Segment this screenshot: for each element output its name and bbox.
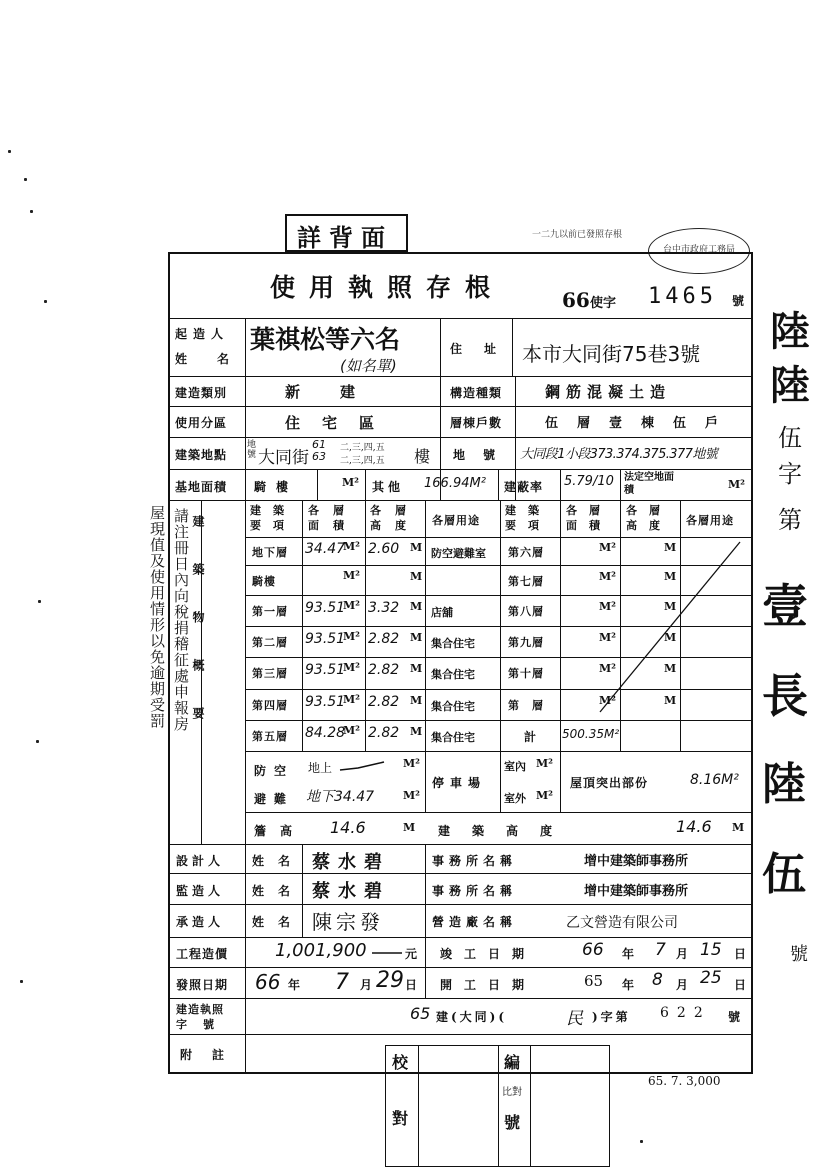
floor-name: 第一層 [252, 605, 288, 618]
structure-label: 構造種類 [450, 386, 503, 400]
lot-label: 地號 [453, 448, 514, 462]
owner-name: 葉祺松等六名 [250, 325, 401, 354]
arcade-unit: M² [342, 476, 359, 489]
designer-label: 設計人 [176, 854, 225, 868]
cost-dash [370, 950, 404, 956]
address-label: 住址 [450, 342, 519, 356]
floor-height: 2.82 [368, 694, 400, 710]
side-label-box [285, 214, 408, 252]
round-stamp: 台中市政府工務局 [648, 228, 750, 274]
other-value: 166.94M² [424, 476, 486, 491]
coverage-value: 5.79/10 [564, 474, 614, 489]
margin-char-6: 壹 [762, 579, 808, 633]
permit-label-2: 字號 [176, 1018, 230, 1031]
note-label: 附註 [180, 1048, 245, 1062]
issue-day-unit: 日 [405, 978, 419, 992]
complete-month: 7 [655, 940, 666, 960]
scan-speck [640, 1140, 643, 1143]
floor-area-unit: M² [343, 599, 360, 612]
floor-name-right: 第 層 [508, 699, 544, 712]
roof-value: 8.16M² [690, 772, 739, 788]
shelter-below: 地下34.47 [306, 789, 375, 805]
diagonal-strike [560, 537, 753, 751]
build-type: 新建 [285, 383, 396, 401]
parking-label: 停車場 [432, 776, 487, 790]
issue-month: 7 [335, 970, 349, 995]
margin-char-9: 伍 [762, 849, 806, 900]
start-month-unit: 月 [676, 978, 690, 992]
cost-value: 1,001,900 [275, 940, 367, 961]
floor-name: 騎樓 [252, 575, 276, 588]
designer-name: 蔡水碧 [312, 852, 390, 873]
roof-label: 屋頂突出部份 [570, 776, 649, 790]
issue-label: 發照日期 [176, 978, 229, 992]
margin-char-1: 陸 [770, 308, 810, 355]
eaves-label: 簷高 [254, 824, 307, 838]
grid-h-area2: 各層面積 [566, 504, 612, 532]
bheight-value: 14.6 [676, 817, 712, 836]
scan-speck [36, 740, 39, 743]
license-prefix: 66 [562, 288, 590, 312]
owner-note: (如名單) [340, 357, 397, 375]
shelter-dash [338, 760, 388, 774]
floor-name: 第四層 [252, 699, 288, 712]
scan-speck [38, 600, 41, 603]
scan-speck [30, 210, 33, 213]
permit-mid2: )字第 [592, 1010, 631, 1024]
floor-area: 93.51 [305, 694, 346, 710]
stamp-check: 校 [392, 1053, 409, 1072]
permit-prefix: 65 [410, 1004, 431, 1023]
floor-height: 2.82 [368, 662, 400, 678]
parking-out-unit: M² [536, 789, 553, 802]
stamp-text: 一二九以前已發照存根 [532, 230, 623, 240]
designer-office: 增中建築師事務所 [584, 854, 689, 869]
grid-h-use: 各層用途 [432, 514, 480, 527]
start-year-unit: 年 [622, 978, 636, 992]
structure-value: 鋼筋混凝土造 [545, 383, 672, 401]
permit-suffix: 號 [728, 1010, 742, 1024]
floor-area-unit-right: M² [599, 600, 616, 613]
contractor-label: 承造人 [176, 915, 225, 929]
floor-area-unit-right: M² [599, 541, 616, 554]
floors-label: 層棟戶數 [450, 416, 503, 430]
contractor-name-label: 姓名 [252, 915, 305, 929]
scan-speck [20, 980, 23, 983]
floor-height-unit: M [410, 662, 423, 675]
margin-char-10: 號 [790, 944, 808, 965]
floor-use: 集合住宅 [431, 700, 475, 713]
supervisor-office-label: 事務所名稱 [432, 884, 518, 898]
floor-area-unit: M² [343, 661, 360, 674]
margin-char-2: 陸 [770, 362, 810, 409]
scan-speck [44, 300, 47, 303]
floor-name-right: 第七層 [508, 575, 544, 588]
zone-label: 使用分區 [175, 416, 228, 430]
build-type-label: 建造類別 [175, 386, 228, 400]
address-value: 本市大同街75巷3號 [522, 342, 701, 366]
floor-name-right: 第九層 [508, 636, 544, 649]
site-sub: 二,三,四,五 [340, 443, 385, 453]
legal-unit: M² [728, 478, 745, 491]
margin-char-4: 字 [778, 460, 802, 488]
issue-year: 66 [255, 970, 281, 994]
floor-height-unit: M [410, 694, 423, 707]
floors-value: 伍層壹棟伍戶 [545, 416, 738, 431]
complete-month-unit: 月 [676, 947, 690, 961]
grid-h-height2: 各層高度 [626, 504, 672, 532]
bheight-label: 建築高度 [438, 824, 575, 838]
parking-in: 室內 [504, 760, 526, 773]
floor-area-unit: M² [343, 540, 360, 553]
floor-area-unit-right: M² [599, 570, 616, 583]
eaves-value: 14.6 [330, 818, 366, 837]
floor-area-unit-right: M² [599, 631, 616, 644]
license-number: 1465 [648, 284, 717, 309]
complete-year: 66 [582, 940, 604, 960]
floor-height-unit: M [410, 600, 423, 613]
designer-name-label: 姓名 [252, 854, 305, 868]
complete-day-unit: 日 [734, 947, 748, 961]
floor-height-unit: M [410, 725, 423, 738]
contractor-name: 陳宗發 [312, 910, 384, 934]
floor-name-right: 第八層 [508, 605, 544, 618]
floor-area: 34.47 [305, 541, 346, 557]
floor-use: 集合住宅 [431, 637, 475, 650]
total-label: 計 [524, 730, 538, 744]
floor-height-unit-right: M [664, 631, 677, 644]
site-street: 大同街 [258, 448, 309, 468]
complete-year-unit: 年 [622, 947, 636, 961]
zone-value: 住宅區 [285, 414, 397, 432]
complete-label: 竣工日期 [440, 947, 537, 961]
complete-day: 15 [700, 940, 722, 960]
area-label: 基地面積 [175, 480, 228, 494]
other-label: 其他 [372, 480, 405, 494]
start-year: 65 [584, 972, 604, 990]
shelter-above-unit: M² [403, 757, 420, 770]
start-label: 開工日期 [440, 978, 537, 992]
start-month: 8 [652, 970, 663, 990]
floor-name: 第二層 [252, 636, 288, 649]
floor-height-unit: M [410, 541, 423, 554]
parking-in-unit: M² [536, 757, 553, 770]
permit-hand: 民 [566, 1009, 583, 1029]
site-prefix: 地號 [247, 440, 257, 460]
legal-label: 法定空地面積 [624, 472, 674, 496]
floor-use: 店舖 [431, 606, 453, 619]
shelter-above: 地上 [308, 761, 333, 775]
floor-height-unit-right: M [664, 662, 677, 675]
grid-h-area: 各層面積 [308, 504, 358, 532]
shelter-label-1: 防空 [254, 764, 295, 778]
floor-height-unit-right: M [664, 600, 677, 613]
contractor-firm: 乙文營造有限公司 [566, 915, 678, 931]
floor-area: 93.51 [305, 662, 346, 678]
floor-use: 集合住宅 [431, 731, 475, 744]
supervisor-label: 監造人 [176, 884, 225, 898]
site-number: 61 63 [312, 438, 326, 463]
start-day-unit: 日 [734, 978, 748, 992]
permit-label-1: 建造執照 [176, 1003, 224, 1016]
coverage-label: 建蔽率 [504, 480, 544, 494]
owner-label-bottom: 姓名 [175, 352, 260, 366]
cost-unit: 元 [405, 947, 419, 961]
margin-char-5: 第 [778, 506, 802, 534]
floor-height-unit-right: M [664, 694, 677, 707]
stamp-number: 號 [504, 1113, 521, 1132]
license-word: 使字 [590, 296, 617, 311]
side-label: 詳背面 [297, 223, 393, 252]
site-sub2: 二,三,四,五 [340, 456, 385, 466]
floor-area-unit: M² [343, 693, 360, 706]
grid-side-label: 建築物概要 [191, 515, 205, 755]
shelter-label-2: 避難 [254, 792, 295, 806]
margin-char-7: 長 [762, 669, 808, 723]
floor-use: 集合住宅 [431, 668, 475, 681]
contractor-firm-label: 營造廠名稱 [432, 915, 518, 929]
stamp-mid: 比對 [502, 1087, 522, 1098]
floor-name-right: 第六層 [508, 546, 544, 559]
grid-h-height: 各層高度 [370, 504, 420, 532]
scan-speck [24, 178, 27, 181]
arcade-label: 騎樓 [254, 480, 299, 494]
site-label: 建築地點 [175, 448, 228, 462]
floor-height: 2.60 [368, 541, 400, 557]
license-suffix: 號 [732, 294, 745, 308]
issue-day: 29 [376, 968, 404, 993]
lot-value: 大同段1小段373.374.375.377地號 [520, 447, 718, 462]
margin-char-3: 伍 [778, 424, 802, 452]
eaves-unit: M [403, 821, 416, 834]
total-value: 500.35M² [562, 727, 620, 741]
grid-h-item2: 建築要項 [505, 504, 551, 532]
permit-number: 622 [660, 1005, 711, 1021]
floor-area: 93.51 [305, 631, 346, 647]
form-title: 使用執照存根 [270, 273, 505, 302]
floor-height: 2.82 [368, 631, 400, 647]
site-tail: 樓 [414, 447, 431, 466]
floor-area: 84.28 [305, 725, 346, 741]
floor-height-unit-right: M [664, 570, 677, 583]
parking-out: 室外 [504, 792, 526, 805]
floor-area-unit: M² [343, 630, 360, 643]
start-day: 25 [700, 968, 722, 988]
owner-label-top: 起造人 [175, 327, 230, 341]
floor-area-unit: M² [343, 569, 360, 582]
cost-label: 工程造價 [176, 947, 229, 961]
footer-print: 65. 7. 3,000 [648, 1074, 721, 1088]
bheight-unit: M [732, 821, 745, 834]
permit-mid1: 建(大同)( [436, 1010, 508, 1024]
grid-h-item: 建築要項 [250, 504, 296, 532]
floor-use: 防空避難室 [431, 547, 486, 560]
floor-height: 2.82 [368, 725, 400, 741]
scan-speck [8, 150, 11, 153]
side-note: 請注冊日內向稅捐稽征處申報房 [172, 508, 190, 732]
margin-char-8: 陸 [762, 759, 806, 810]
floor-area-unit: M² [343, 724, 360, 737]
shelter-below-unit: M² [403, 789, 420, 802]
side-note-2: 屋現值及使用情形以免逾期受罰 [148, 505, 166, 729]
stamp-edit: 編 [504, 1053, 521, 1072]
floor-name: 地下層 [252, 546, 288, 559]
floor-name-right: 第十層 [508, 667, 544, 680]
issue-month-unit: 月 [360, 978, 374, 992]
floor-area-unit-right: M² [599, 662, 616, 675]
floor-height-unit-right: M [664, 541, 677, 554]
supervisor-name-label: 姓名 [252, 884, 305, 898]
issue-year-unit: 年 [288, 978, 302, 992]
stamp-seal: 對 [392, 1109, 409, 1128]
floor-height-unit: M [410, 631, 423, 644]
floor-height-unit: M [410, 570, 423, 583]
floor-name: 第五層 [252, 730, 288, 743]
supervisor-office: 增中建築師事務所 [584, 884, 689, 899]
designer-office-label: 事務所名稱 [432, 854, 518, 868]
floor-area: 93.51 [305, 600, 346, 616]
supervisor-name: 蔡水碧 [312, 881, 390, 902]
grid-h-use2: 各層用途 [686, 514, 734, 527]
floor-name: 第三層 [252, 667, 288, 680]
floor-area-unit-right: M² [599, 694, 616, 707]
floor-height: 3.32 [368, 600, 400, 616]
